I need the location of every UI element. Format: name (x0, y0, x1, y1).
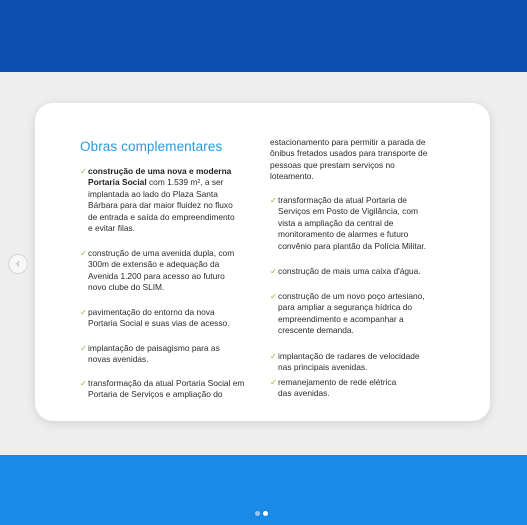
check-icon: ✓ (270, 351, 278, 361)
left-list-item (80, 248, 234, 294)
right-list-item (270, 266, 421, 277)
left-list-item (80, 166, 235, 234)
item-line: para ampliar a segurança hídrica do (278, 302, 413, 313)
item-line: estacionamento para permitir a parada de (270, 137, 426, 147)
item-line: Avenida 1.200 para acesso ao futuro (88, 270, 225, 281)
item-line: convênio para plantão da Polícia Militar. (278, 240, 427, 251)
carousel-dots (255, 511, 268, 516)
item-line: pavimentação do entorno da nova (88, 307, 215, 317)
item-line: de entrada e saída do empreendimento (88, 211, 235, 222)
check-icon: ✓ (80, 343, 88, 353)
item-line: novas avenidas. (88, 354, 149, 365)
item-line: nas principais avenidas. (278, 362, 368, 373)
item-line: Portaria Social com 1.539 m², a ser (88, 177, 224, 188)
item-line: empreendimento e acompanhar a (278, 313, 404, 324)
item-line: implantação de paisagismo para as (88, 343, 220, 353)
item-line: Serviços em Posto de Vigilância, com (278, 206, 418, 217)
item-line: construção de uma avenida dupla, com (88, 248, 235, 258)
left-list-item (80, 307, 230, 330)
item-line: remanejamento de rede elétrica (278, 377, 397, 387)
right-list-item (270, 377, 396, 400)
check-icon: ✓ (270, 291, 278, 301)
item-line: implantação de radares de velocidade (278, 351, 420, 361)
item-line: loteamento. (270, 171, 314, 182)
item-line: 300m de extensão e adequação da (88, 259, 220, 270)
item-line: monitoramento de alarmes e futuro (278, 229, 409, 240)
item-line: transformação da atual Portaria Social em (88, 378, 245, 388)
check-icon: ✓ (270, 195, 278, 205)
item-line: transformação da atual Portaria de (278, 195, 407, 205)
check-icon: ✓ (270, 266, 278, 276)
check-icon: ✓ (80, 378, 88, 388)
check-icon: ✓ (270, 377, 278, 387)
item-line: Bárbara para dar maior fluidez no fluxo (88, 200, 233, 211)
continued-text (270, 137, 427, 183)
right-list-item (270, 291, 425, 337)
carousel-dot-2[interactable] (263, 511, 268, 516)
left-list-item (80, 343, 220, 366)
item-line: e evitar filas. (88, 223, 136, 234)
item-line: Portaria Social e suas vias de acesso. (88, 318, 230, 329)
item-line: pessoas que prestam serviços no (270, 159, 395, 170)
check-icon: ✓ (80, 166, 88, 176)
check-icon: ✓ (80, 248, 88, 258)
right-list-item (270, 351, 420, 374)
item-line: construção de um novo poço artesiano, (278, 291, 425, 301)
item-line: das avenidas. (278, 388, 330, 399)
left-list-item (80, 378, 244, 401)
chevron-left-icon: ‹ (16, 258, 20, 270)
carousel-dot-1[interactable] (255, 511, 260, 516)
top-blue-band (0, 0, 527, 72)
item-line: novo clube do SLIM. (88, 282, 165, 293)
item-line: implantada ao lado do Plaza Santa (88, 188, 218, 199)
item-line: vista a ampliação da central de (278, 217, 394, 228)
item-line: Portaria de Serviços e ampliação do (88, 389, 223, 400)
right-list-item (270, 195, 426, 252)
content-card (35, 103, 490, 421)
previous-slide-button[interactable] (8, 254, 28, 274)
item-line: crescente demanda. (278, 325, 354, 336)
check-icon: ✓ (80, 307, 88, 317)
item-line: ônibus fretados usados para transporte de (270, 148, 428, 159)
item-line: construção de uma nova e moderna (88, 166, 232, 176)
item-line: construção de mais uma caixa d'água. (278, 266, 421, 276)
card-title: Obras complementares (80, 139, 223, 154)
